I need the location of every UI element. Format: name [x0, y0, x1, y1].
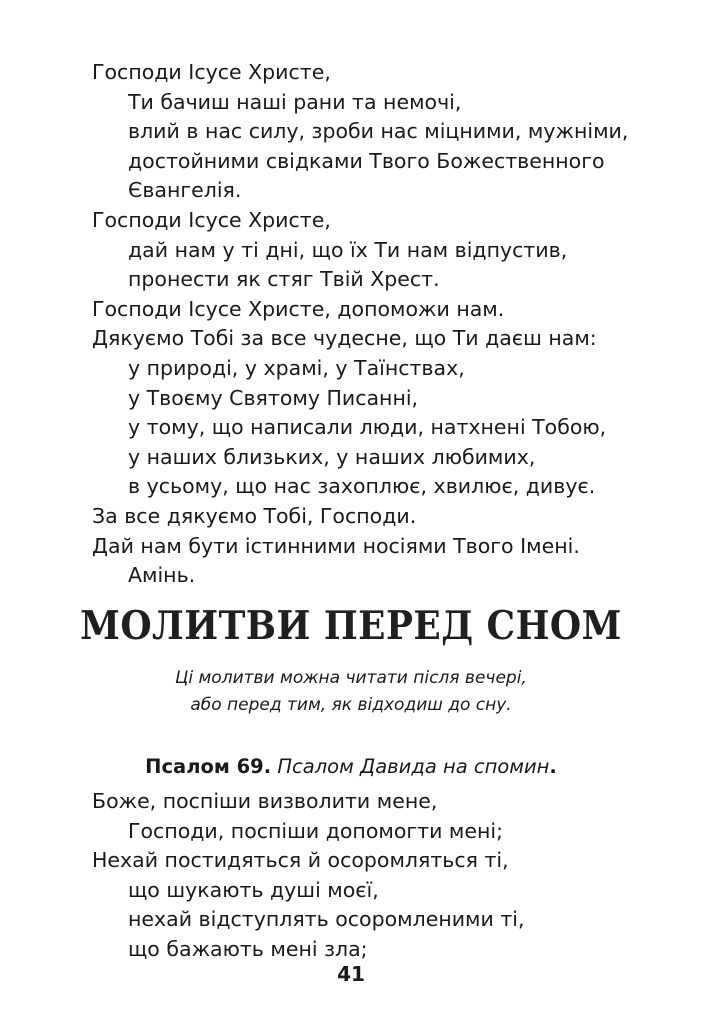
subtitle-line: або перед тим, як відходиш до сну. [190, 695, 512, 715]
text-line: нехай відступлять осоромленими ті, [128, 907, 525, 932]
psalm-number: Псалом 69. [145, 755, 272, 778]
text-line: Дай нам бути істинними носіями Твого Імені. [92, 533, 580, 558]
psalm-heading-period: . [549, 755, 557, 778]
text-line: дай нам у ті дні, що їх Ти нам відпустив, [128, 237, 568, 262]
prayer-text [92, 58, 652, 591]
text-line: в усьому, що нас захоплює, хвилює, дивує. [128, 474, 596, 499]
text-line: достойними свідками Твого Божественного [128, 148, 605, 173]
text-line: влий в нас силу, зроби нас міцними, мужніми, [128, 119, 629, 144]
text-line: що бажають мені зла; [128, 936, 368, 961]
text-line: Євангелія. [128, 178, 242, 203]
text-line: Господи Ісусе Христе, допоможи нам. [92, 296, 505, 321]
text-line: у тому, що написали люди, натхнені Тобою, [128, 415, 607, 440]
page-number: 41 [337, 962, 365, 986]
text-line: Амінь. [128, 563, 196, 588]
text-line: Дякуємо Тобі за все чудесне, що Ти даєш нам: [92, 326, 597, 351]
text-line: За все дякуємо Тобі, Господи. [92, 503, 417, 528]
text-line: Боже, поспіши визволити мене, [92, 789, 438, 813]
text-line: Ти бачиш наші рани та немочі, [128, 89, 462, 114]
text-line: Господи Ісусе Христе, [92, 60, 331, 84]
text-line: Господи Ісусе Христе, [92, 207, 331, 232]
text-line: у природі, у храмі, у Таїнствах, [128, 355, 465, 380]
psalm-description: Псалом Давида на спомин [277, 755, 550, 778]
psalm-heading [0, 753, 702, 781]
text-line: що шукають душі моєї, [128, 877, 379, 902]
section-title: МОЛИТВИ ПЕРЕД СНОМ [80, 603, 622, 649]
text-line: у наших близьких, у наших любимих, [128, 444, 536, 469]
subtitle-line: Ці молитви можна читати після вечері, [175, 668, 527, 688]
text-line: у Твоєму Святому Писанні, [128, 385, 419, 410]
text-line: пронести як стяг Твій Хрест. [128, 267, 440, 292]
text-line: Нехай постидяться й осоромляться ті, [92, 848, 509, 873]
text-line: Господи, поспіши допомогти мені; [128, 818, 504, 843]
section-subtitle [0, 665, 702, 719]
psalm-text [92, 787, 652, 965]
